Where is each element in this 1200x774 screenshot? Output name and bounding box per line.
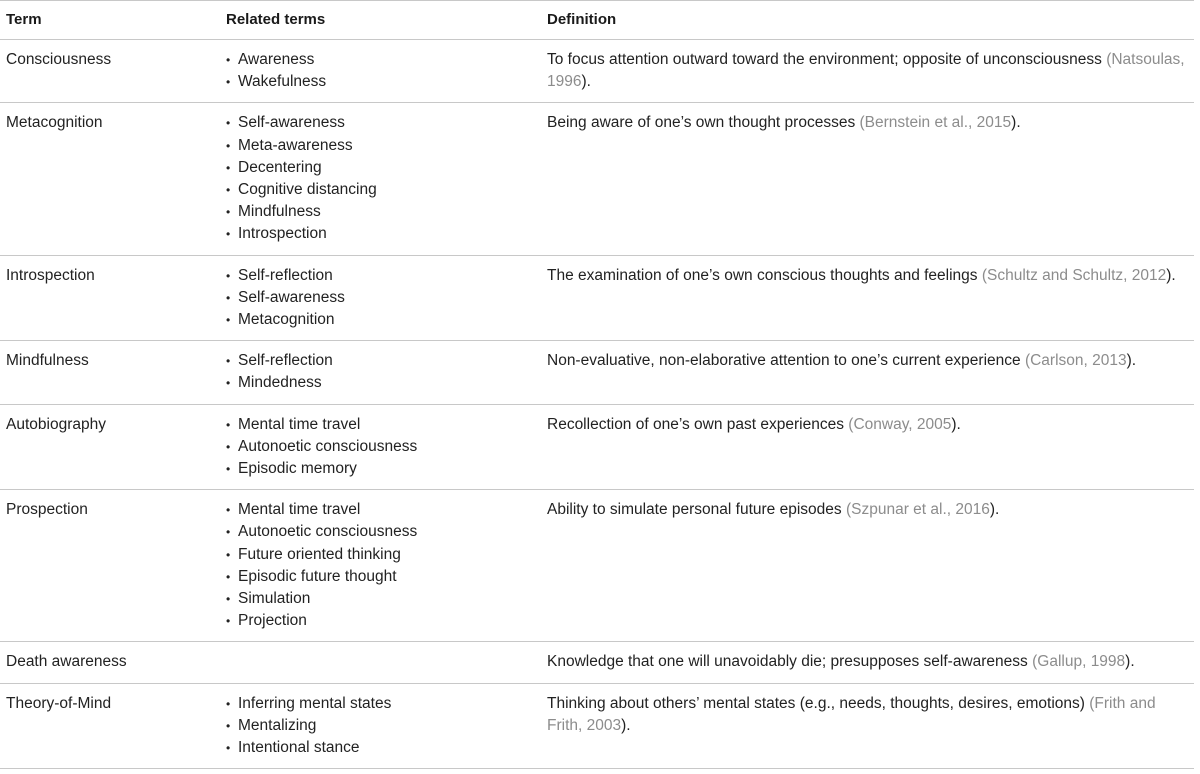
bullet-icon: • [226,53,231,67]
related-terms-cell [220,350,540,394]
bullet-icon: • [226,227,231,242]
list-item [226,610,540,632]
list-item [226,499,540,521]
header-related-terms: Related terms [226,11,326,28]
definition-end: ). [951,415,961,433]
list-item [226,737,540,759]
related-term: Future oriented thinking [238,545,401,563]
list-item [226,112,540,134]
list-item [226,71,540,93]
list-item [226,287,540,309]
definition-cell [540,350,1194,394]
bullet-icon: • [226,696,231,711]
related-terms-cell [220,112,540,245]
related-term: Awareness [238,51,315,68]
term-cell: Introspection [6,266,95,284]
table-row [0,256,1194,342]
related-term: Introspection [238,225,327,243]
definition-end: ). [1126,352,1137,370]
bullet-icon: • [226,569,231,584]
definition-cell [540,499,1194,632]
table-row [0,341,1194,404]
list-item [226,223,540,245]
definition-text: Thinking about others’ mental states (e.g., needs, thoughts, desires, emotions) [547,694,1090,712]
bullet-icon: • [226,313,231,328]
related-term: Metacognition [238,311,335,329]
citation-link[interactable]: (Gallup, 1998 [1032,653,1126,671]
related-term: Episodic future thought [238,567,397,585]
related-terms-cell [220,651,540,673]
related-term: Mental time travel [238,501,361,519]
related-terms-cell [220,265,540,332]
list-item [226,436,540,458]
table-row [0,103,1194,255]
related-terms-cell [220,414,540,481]
related-term: Simulation [238,590,311,608]
definition-text: The examination of one’s own conscious thoughts and feelings [547,266,982,284]
term-cell: Autobiography [6,415,106,433]
bullet-icon: • [226,205,231,220]
related-term: Projection [238,612,307,630]
list-item [226,458,540,480]
term-cell: Mindfulness [6,352,89,370]
list-item [226,544,540,566]
related-term: Mindedness [238,374,322,392]
table-body [0,40,1194,769]
definition-cell [540,414,1194,481]
bullet-icon: • [226,268,231,283]
bullet-icon: • [226,160,231,175]
bullet-icon: • [226,439,231,454]
definition-text: Non-evaluative, non-elaborative attention to one’s current experience [547,352,1025,370]
related-term: Self-reflection [238,266,333,284]
related-term: Episodic memory [238,460,357,478]
bullet-icon: • [226,614,231,629]
table-row [0,684,1194,770]
list-item [226,715,540,737]
definition-end: ). [989,501,1000,519]
definition-text: To focus attention outward toward the environment; opposite of unconsciousness [547,51,1107,68]
definition-end: ). [1011,114,1021,132]
list-item [226,588,540,610]
term-cell: Theory-of-Mind [6,694,112,712]
list-item [226,157,540,179]
citation-link[interactable]: (Natsoulas, 1996 [547,51,1185,91]
list-item [226,49,540,71]
bullet-icon: • [226,547,231,562]
related-term: Autonoetic consciousness [238,523,418,541]
bullet-icon: • [226,503,231,518]
term-cell: Death awareness [6,653,127,671]
list-item [226,201,540,223]
bullet-icon: • [226,462,231,477]
related-term: Self-awareness [238,288,345,306]
bullet-icon: • [226,417,231,432]
table-row [0,642,1194,683]
related-term: Mental time travel [238,415,361,433]
related-term: Self-reflection [238,352,333,370]
definition-end: ). [1166,266,1176,284]
bullet-icon: • [226,741,231,756]
definition-end: ). [581,73,591,91]
bullet-icon: • [226,376,231,391]
related-term: Autonoetic consciousness [238,437,418,455]
definition-text: Being aware of one’s own thought processes [547,114,860,132]
list-item [226,265,540,287]
related-term: Intentional stance [238,739,360,757]
citation-link[interactable]: (Frith and Frith, 2003 [547,694,1156,734]
citation-link[interactable]: (Bernstein et al., 2015 [859,114,1012,132]
citation-link[interactable]: (Conway, 2005 [848,415,952,433]
related-term: Self-awareness [238,114,345,132]
list-item [226,414,540,436]
definition-text: Recollection of one’s own past experiences [547,415,849,433]
definition-text: Ability to simulate personal future episodes [547,501,846,519]
related-term: Decentering [238,158,322,176]
related-term: Wakefulness [238,73,327,91]
related-terms-cell [220,499,540,632]
definition-cell [540,265,1194,332]
table-row [0,490,1194,642]
definition-cell [540,693,1194,760]
related-terms-cell [220,693,540,760]
list-item [226,372,540,394]
citation-link[interactable]: (Carlson, 2013 [1024,352,1127,370]
bullet-icon: • [226,138,231,153]
term-cell: Prospection [6,501,88,519]
list-item [226,350,540,372]
bullet-icon: • [226,183,231,198]
header-term: Term [6,11,42,28]
related-term: Meta-awareness [238,136,353,154]
related-term: Mindfulness [238,203,321,221]
citation-link[interactable]: (Schultz and Schultz, 2012 [981,266,1167,284]
bullet-icon: • [226,116,231,131]
bullet-icon: • [226,75,231,90]
table-row [0,40,1194,103]
list-item [226,693,540,715]
definition-end: ). [1125,653,1135,671]
bullet-icon: • [226,525,231,540]
bullet-icon: • [226,354,231,369]
bullet-icon: • [226,290,231,305]
definition-end: ). [621,716,631,734]
related-term: Mentalizing [238,716,317,734]
list-item [226,179,540,201]
term-cell: Consciousness [6,51,112,68]
bullet-icon: • [226,592,231,607]
list-item [226,521,540,543]
term-cell: Metacognition [6,114,103,132]
definition-cell [540,651,1194,673]
header-definition: Definition [547,11,617,28]
definition-cell [540,112,1194,245]
bullet-icon: • [226,718,231,733]
related-terms-cell [220,49,540,93]
list-item [226,566,540,588]
definition-text: Knowledge that one will unavoidably die; presupposes self-awareness [547,653,1033,671]
citation-link[interactable]: (Szpunar et al., 2016 [845,501,990,519]
table-header [0,0,1194,40]
related-term: Inferring mental states [238,694,392,712]
table-row [0,405,1194,491]
list-item [226,309,540,331]
related-term: Cognitive distancing [238,181,377,199]
list-item [226,135,540,157]
definition-cell [540,49,1194,93]
